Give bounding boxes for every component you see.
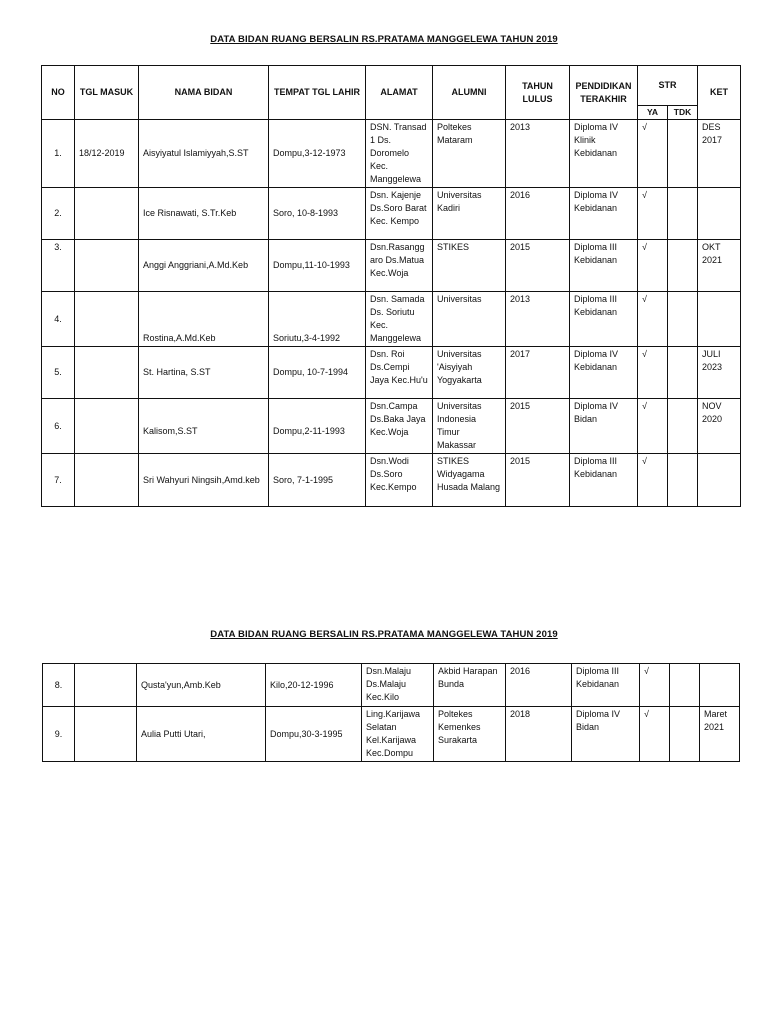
cell-nama: Aulia Putti Utari, [137,707,266,762]
header-pendidikan: PENDIDIKAN TERAKHIR [570,66,638,120]
cell-no: 2. [42,188,75,240]
cell-tahun: 2016 [506,664,572,707]
header-tgl-masuk: TGL MASUK [75,66,139,120]
cell-alamat: Ling.Karijawa Selatan Kel.Karijawa Kec.Dompu [362,707,434,762]
cell-tgl-masuk [75,664,137,707]
cell-alumni: Akbid Harapan Bunda [434,664,506,707]
cell-ket: OKT 2021 [698,240,741,292]
cell-alumni: Universitas [433,292,506,347]
cell-ttl: Dompu, 10-7-1994 [269,347,366,399]
cell-str-tdk [668,120,698,188]
cell-nama: St. Hartina, S.ST [139,347,269,399]
cell-nama: Qusta'yun,Amb.Keb [137,664,266,707]
check-icon: √ [638,188,668,240]
cell-alumni: STIKES [433,240,506,292]
cell-tahun: 2015 [506,240,570,292]
cell-ttl: Dompu,30-3-1995 [266,707,362,762]
table-row [42,399,741,454]
cell-ket [700,664,740,707]
check-icon: √ [638,454,668,507]
header-nama-bidan: NAMA BIDAN [139,66,269,120]
cell-no: 1. [42,120,75,188]
cell-tahun: 2016 [506,188,570,240]
document-title: DATA BIDAN RUANG BERSALIN RS.PRATAMA MANGGELEWA TAHUN 2019 [210,34,558,45]
table-row [42,292,741,347]
cell-alamat: Dsn.Campa Ds.Baka Jaya Kec.Woja [366,399,433,454]
table-row [42,188,741,240]
cell-tgl-masuk [75,707,137,762]
cell-ttl: Soro, 10-8-1993 [269,188,366,240]
cell-str-tdk [668,292,698,347]
header-alumni: ALUMNI [433,66,506,120]
cell-str-tdk [670,664,700,707]
header-alamat: ALAMAT [366,66,433,120]
cell-alamat: DSN. Transad 1 Ds. Doromelo Kec. Manggelewa [366,120,433,188]
cell-tahun: 2017 [506,347,570,399]
cell-tgl-masuk: 18/12-2019 [75,120,139,188]
table-row [42,454,741,507]
cell-tgl-masuk [75,240,139,292]
cell-ttl: Dompu,3-12-1973 [269,120,366,188]
cell-ket: JULI 2023 [698,347,741,399]
cell-tgl-masuk [75,188,139,240]
table-row [42,240,741,292]
cell-nama: Sri Wahyuri Ningsih,Amd.keb [139,454,269,507]
document-title-page-2: DATA BIDAN RUANG BERSALIN RS.PRATAMA MANGGELEWA TAHUN 2019 [210,629,558,640]
cell-ttl: Soriutu,3-4-1992 [269,292,366,347]
cell-ket: NOV 2020 [698,399,741,454]
cell-pendidikan: Diploma IV Klinik Kebidanan [570,120,638,188]
bidan-table-main [41,65,741,507]
cell-tgl-masuk [75,347,139,399]
cell-pendidikan: Diploma IV Bidan [570,399,638,454]
cell-alumni: Universitas Kadiri [433,188,506,240]
cell-pendidikan: Diploma IV Kebidanan [570,188,638,240]
table-row [42,347,741,399]
cell-pendidikan: Diploma III Kebidanan [570,454,638,507]
cell-no: 6. [42,399,75,454]
cell-alumni: Universitas 'Aisyiyah Yogyakarta [433,347,506,399]
table-row [42,120,741,188]
cell-no: 3. [42,240,75,292]
cell-no: 9. [43,707,75,762]
cell-pendidikan: Diploma III Kebidanan [570,292,638,347]
cell-tahun: 2015 [506,399,570,454]
cell-str-tdk [670,707,700,762]
cell-no: 4. [42,292,75,347]
check-icon: √ [638,399,668,454]
cell-ket [698,292,741,347]
cell-ttl: Dompu,2-11-1993 [269,399,366,454]
table-row [43,707,740,762]
cell-ket: Maret 2021 [700,707,740,762]
cell-no: 7. [42,454,75,507]
bidan-table-continued [42,663,740,762]
cell-str-tdk [668,240,698,292]
cell-str-tdk [668,188,698,240]
header-str: STR [638,66,698,106]
cell-ket [698,454,741,507]
cell-alumni: STIKES Widyagama Husada Malang [433,454,506,507]
cell-alamat: Dsn.Wodi Ds.Soro Kec.Kempo [366,454,433,507]
header-tempat-tgl-lahir: TEMPAT TGL LAHIR [269,66,366,120]
cell-no: 5. [42,347,75,399]
cell-no: 8. [43,664,75,707]
cell-tahun: 2018 [506,707,572,762]
cell-nama: Kalisom,S.ST [139,399,269,454]
cell-ttl: Kilo,20-12-1996 [266,664,362,707]
check-icon: √ [638,292,668,347]
cell-tgl-masuk [75,292,139,347]
cell-alumni: Poltekes Mataram [433,120,506,188]
cell-tahun: 2013 [506,292,570,347]
cell-alamat: Dsn.Malaju Ds.Malaju Kec.Kilo [362,664,434,707]
check-icon: √ [640,664,670,707]
cell-alamat: Dsn. Kajenje Ds.Soro Barat Kec. Kempo [366,188,433,240]
cell-ket: DES 2017 [698,120,741,188]
table-row [43,664,740,707]
cell-alumni: Universitas Indonesia Timur Makassar [433,399,506,454]
cell-str-tdk [668,454,698,507]
cell-tgl-masuk [75,454,139,507]
cell-str-tdk [668,399,698,454]
cell-ket [698,188,741,240]
check-icon: √ [638,240,668,292]
header-str-ya: YA [638,106,668,120]
check-icon: √ [638,347,668,399]
header-tahun-lulus: TAHUN LULUS [506,66,570,120]
header-str-tdk: TDK [668,106,698,120]
cell-alamat: Dsn. Roi Ds.Cempi Jaya Kec.Hu'u [366,347,433,399]
cell-nama: Ice Risnawati, S.Tr.Keb [139,188,269,240]
cell-ttl: Dompu,11-10-1993 [269,240,366,292]
cell-alamat: Dsn.Rasangg aro Ds.Matua Kec.Woja [366,240,433,292]
cell-tahun: 2013 [506,120,570,188]
cell-alumni: Poltekes Kemenkes Surakarta [434,707,506,762]
cell-ttl: Soro, 7-1-1995 [269,454,366,507]
cell-alamat: Dsn. Samada Ds. Soriutu Kec. Manggelewa [366,292,433,347]
check-icon: √ [640,707,670,762]
header-no: NO [42,66,75,120]
cell-pendidikan: Diploma IV Kebidanan [570,347,638,399]
cell-str-tdk [668,347,698,399]
header-ket: KET [698,66,741,120]
cell-pendidikan: Diploma III Kebidanan [572,664,640,707]
cell-nama: Rostina,A.Md.Keb [139,292,269,347]
cell-pendidikan: Diploma IV Bidan [572,707,640,762]
cell-tgl-masuk [75,399,139,454]
cell-nama: Aisyiyatul Islamiyyah,S.ST [139,120,269,188]
cell-tahun: 2015 [506,454,570,507]
check-icon: √ [638,120,668,188]
cell-pendidikan: Diploma III Kebidanan [570,240,638,292]
cell-nama: Anggi Anggriani,A.Md.Keb [139,240,269,292]
